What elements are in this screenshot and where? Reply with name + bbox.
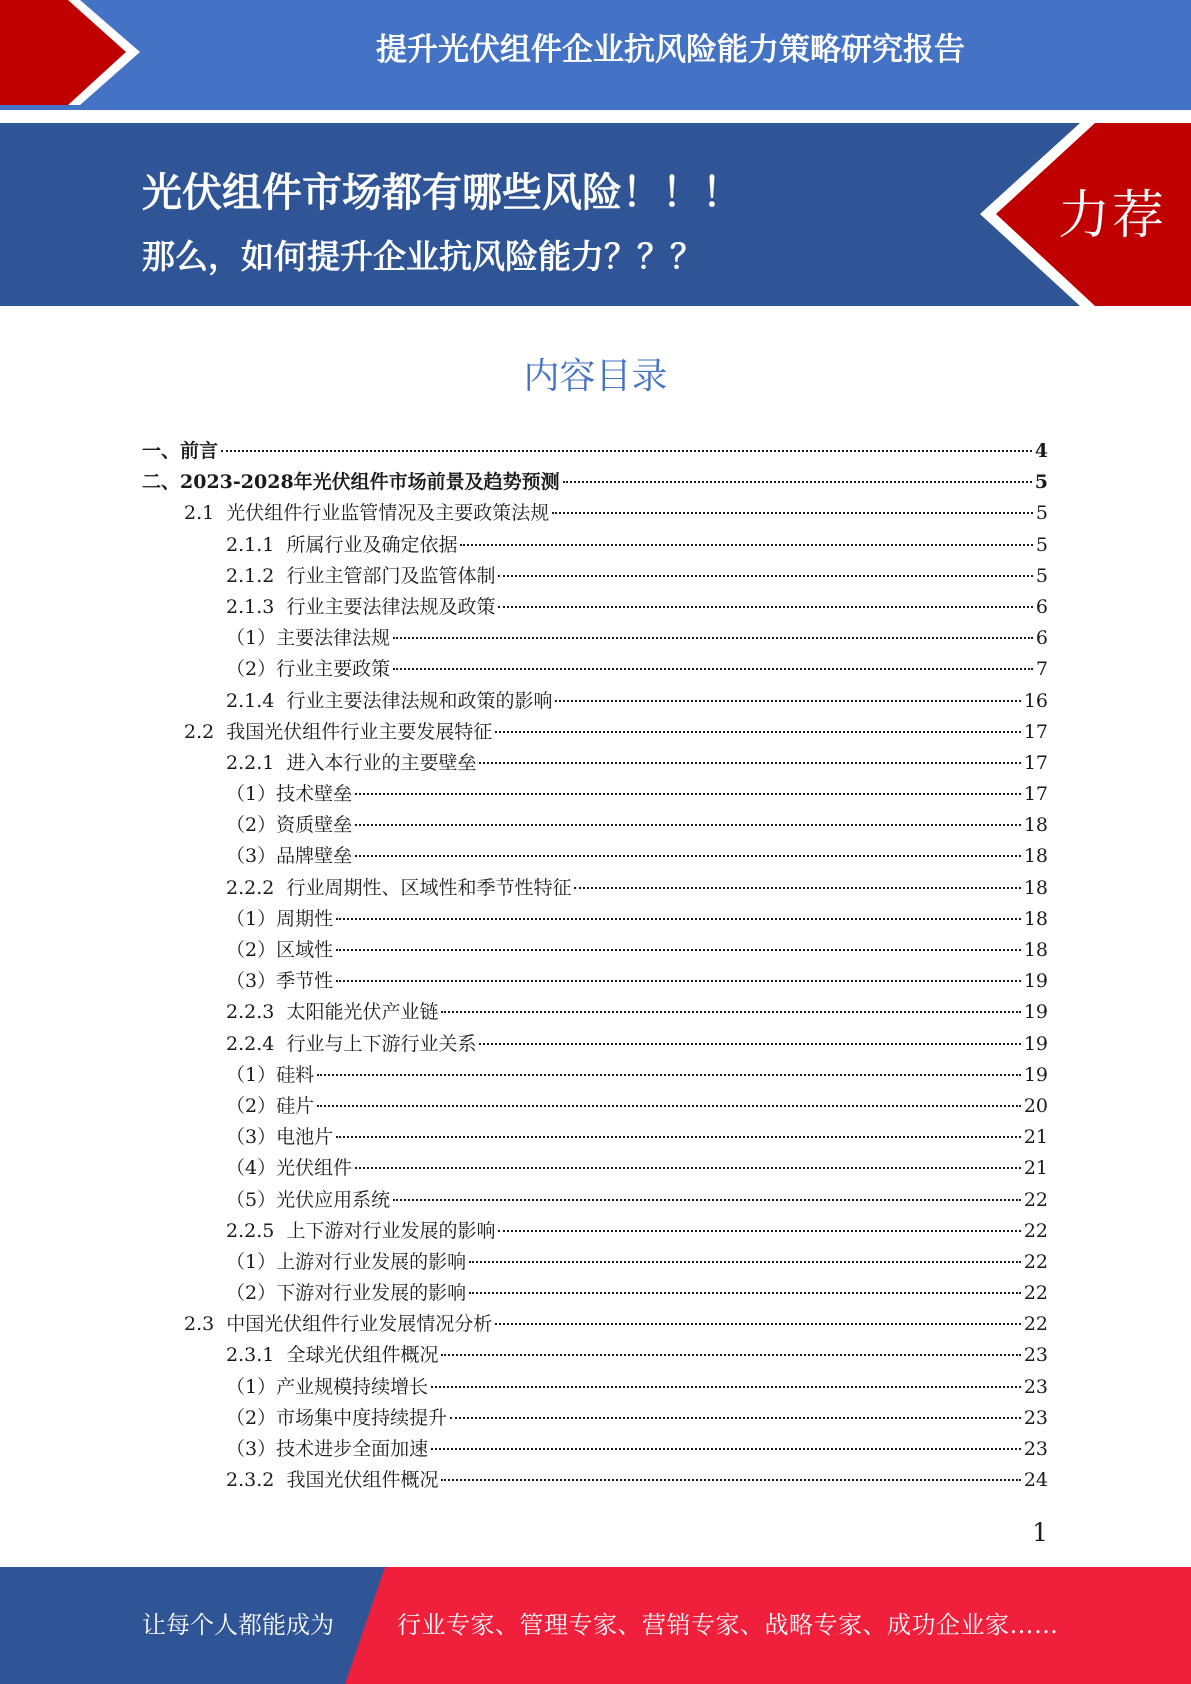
toc-entry-number: 2.2.3 bbox=[226, 1001, 287, 1024]
toc-entry-page: 18 bbox=[1023, 814, 1048, 837]
toc-entry-label: 品牌壁垒 bbox=[276, 845, 353, 868]
toc-entry-number: 2.3.2 bbox=[226, 1469, 287, 1492]
toc-entry[interactable] bbox=[0, 654, 1191, 685]
toc-entry-page: 23 bbox=[1023, 1406, 1048, 1429]
toc-dot-leader bbox=[336, 980, 1021, 982]
toc-entry-page: 17 bbox=[1023, 720, 1048, 743]
footer-banner bbox=[0, 1567, 1191, 1684]
toc-entry[interactable] bbox=[0, 592, 1191, 623]
toc-entry-page: 6 bbox=[1035, 595, 1048, 618]
toc-entry[interactable] bbox=[0, 1185, 1191, 1216]
toc-entry-number: （3） bbox=[226, 970, 277, 993]
toc-entry-label: 我国光伏组件行业主要发展特征 bbox=[226, 720, 493, 743]
toc-dot-leader bbox=[495, 1323, 1021, 1325]
toc-entry[interactable] bbox=[0, 561, 1191, 592]
toc-entry-page: 23 bbox=[1023, 1438, 1048, 1460]
toc-entry[interactable] bbox=[0, 748, 1191, 779]
toc-entry-number: （3） bbox=[226, 845, 277, 868]
toc-entry-page: 22 bbox=[1023, 1282, 1048, 1305]
toc-dot-leader bbox=[317, 1074, 1021, 1076]
toc-dot-leader bbox=[393, 637, 1033, 639]
toc-dot-leader bbox=[450, 1417, 1021, 1419]
toc-entry-number: 2.3.1 bbox=[226, 1344, 287, 1367]
toc-entry[interactable] bbox=[0, 623, 1191, 654]
toc-entry[interactable] bbox=[0, 810, 1191, 841]
toc-dot-leader bbox=[563, 481, 1032, 483]
toc-entry-label: 资质壁垒 bbox=[276, 814, 353, 837]
toc-dot-leader bbox=[431, 1448, 1021, 1450]
toc-entry-number: （2） bbox=[226, 658, 277, 681]
toc-entry-label: 行业主管部门及监管体制 bbox=[286, 564, 496, 587]
report-title: 提升光伏组件企业抗风险能力策略研究报告 bbox=[376, 32, 965, 68]
toc-entry[interactable] bbox=[0, 966, 1191, 997]
toc-entry[interactable] bbox=[0, 686, 1191, 717]
toc-entry[interactable] bbox=[0, 717, 1191, 748]
toc-dot-leader bbox=[441, 1479, 1020, 1481]
toc-entry-page: 19 bbox=[1023, 1032, 1048, 1055]
toc-entry-label: 我国光伏组件概况 bbox=[286, 1469, 439, 1492]
toc-entry-number: 2.1.4 bbox=[226, 689, 287, 712]
toc-entry-label: 行业主要法律法规和政策的影响 bbox=[286, 689, 553, 712]
toc-entry[interactable] bbox=[0, 1091, 1191, 1122]
toc-entry-label: 周期性 bbox=[276, 907, 334, 930]
toc-entry[interactable] bbox=[0, 1153, 1191, 1184]
toc-dot-leader bbox=[479, 762, 1020, 764]
toc-dot-leader bbox=[221, 450, 1032, 452]
toc-entry-page: 24 bbox=[1023, 1469, 1048, 1492]
toc-dot-leader bbox=[355, 824, 1021, 826]
toc-entry-number: 2.1.2 bbox=[226, 564, 287, 587]
toc-entry[interactable] bbox=[0, 498, 1191, 529]
toc-entry-number: （1） bbox=[226, 627, 277, 650]
toc-entry-page: 22 bbox=[1023, 1219, 1048, 1242]
toc-entry[interactable] bbox=[0, 841, 1191, 872]
toc-dot-leader bbox=[393, 1199, 1021, 1201]
toc-entry[interactable] bbox=[0, 1340, 1191, 1371]
toc-entry-page: 16 bbox=[1023, 689, 1048, 712]
toc-entry-page: 17 bbox=[1023, 751, 1048, 774]
toc-dot-leader bbox=[479, 1043, 1020, 1045]
toc-entry-page: 22 bbox=[1023, 1250, 1048, 1273]
toc-dot-leader bbox=[460, 544, 1032, 546]
toc-entry[interactable] bbox=[0, 436, 1191, 467]
toc-entry-number: （2） bbox=[226, 1406, 277, 1429]
toc-entry-number: （1） bbox=[226, 1063, 277, 1086]
hero-subheadline: 那么，如何提升企业抗风险能力？？？ bbox=[142, 237, 703, 276]
toc-entry-page: 19 bbox=[1023, 970, 1048, 993]
toc-entry-label: 上游对行业发展的影响 bbox=[276, 1250, 467, 1273]
toc-dot-leader bbox=[441, 1011, 1020, 1013]
toc-entry-label: 技术进步全面加速 bbox=[276, 1438, 429, 1460]
toc-entry-number: （3） bbox=[226, 1438, 277, 1460]
toc-entry-page: 21 bbox=[1023, 1157, 1048, 1180]
toc-entry-number: （2） bbox=[226, 1282, 277, 1305]
toc-entry-number: （2） bbox=[226, 939, 277, 961]
toc-entry-number: 二、 bbox=[142, 471, 181, 494]
page-number: 1 bbox=[1032, 1518, 1048, 1547]
toc-entry-label: 下游对行业发展的影响 bbox=[276, 1282, 467, 1305]
toc-entry-number: （1） bbox=[226, 1250, 277, 1273]
toc-entry-page: 23 bbox=[1023, 1375, 1048, 1398]
toc-entry-page: 5 bbox=[1035, 564, 1048, 587]
toc-entry[interactable] bbox=[0, 997, 1191, 1028]
toc-entry-label: 进入本行业的主要壁垒 bbox=[286, 751, 477, 774]
toc-entry[interactable] bbox=[0, 1465, 1191, 1496]
toc-entry-number: 2.2.4 bbox=[226, 1032, 287, 1055]
toc-entry-page: 18 bbox=[1023, 939, 1048, 961]
toc-entry-label: 上下游对行业发展的影响 bbox=[286, 1219, 496, 1242]
toc-dot-leader bbox=[393, 668, 1033, 670]
toc-entry-label: 行业与上下游行业关系 bbox=[286, 1032, 477, 1055]
toc-dot-leader bbox=[498, 1230, 1020, 1232]
hero-banner bbox=[0, 123, 1191, 306]
toc-entry[interactable] bbox=[0, 779, 1191, 810]
toc-entry-number: 2.1.1 bbox=[226, 533, 287, 556]
toc-dot-leader bbox=[355, 855, 1021, 857]
toc-entry-page: 22 bbox=[1023, 1313, 1048, 1336]
toc-dot-leader bbox=[555, 700, 1020, 702]
toc-entry[interactable] bbox=[0, 1278, 1191, 1309]
toc-entry-number: （1） bbox=[226, 1375, 277, 1398]
toc-entry[interactable] bbox=[0, 904, 1191, 935]
toc-entry-label: 太阳能光伏产业链 bbox=[286, 1001, 439, 1024]
toc-entry-label: 电池片 bbox=[276, 1126, 334, 1149]
toc-entry[interactable] bbox=[0, 1372, 1191, 1403]
toc-dot-leader bbox=[336, 918, 1021, 920]
recommend-tag: 力荐 bbox=[1058, 186, 1167, 246]
toc-entry-number: 2.2 bbox=[184, 720, 227, 743]
toc-dot-leader bbox=[431, 1386, 1021, 1388]
toc-entry[interactable] bbox=[0, 873, 1191, 904]
toc-entry[interactable] bbox=[0, 1309, 1191, 1340]
toc-dot-leader bbox=[441, 1354, 1020, 1356]
toc-entry-number: （2） bbox=[226, 1094, 277, 1117]
hero-headline: 光伏组件市场都有哪些风险！！！ bbox=[142, 170, 742, 216]
toc-entry[interactable] bbox=[0, 1216, 1191, 1247]
toc-entry-number: 2.1.3 bbox=[226, 595, 287, 618]
footer-slogan-left: 让每个人都能成为 bbox=[142, 1611, 334, 1639]
toc-entry-number: （5） bbox=[226, 1188, 277, 1211]
toc-entry-page: 5 bbox=[1035, 533, 1048, 556]
toc-dot-leader bbox=[552, 512, 1033, 514]
toc-entry-label: 2023-2028年光伏组件市场前景及趋势预测 bbox=[180, 471, 560, 494]
toc-entry-label: 行业主要法律法规及政策 bbox=[286, 595, 496, 618]
toc-entry-page: 6 bbox=[1035, 627, 1048, 650]
toc-dot-leader bbox=[355, 793, 1021, 795]
toc-entry-number: 2.2.5 bbox=[226, 1219, 287, 1242]
toc-entry-number: （4） bbox=[226, 1157, 277, 1180]
footer-slogan-right: 行业专家、管理专家、营销专家、战略专家、成功企业家…… bbox=[397, 1611, 1059, 1639]
table-of-contents bbox=[0, 436, 1191, 1496]
toc-entry-page: 19 bbox=[1023, 1063, 1048, 1086]
toc-entry-label: 技术壁垒 bbox=[276, 783, 353, 806]
toc-entry-page: 23 bbox=[1023, 1344, 1048, 1367]
toc-dot-leader bbox=[336, 1136, 1021, 1138]
toc-dot-leader bbox=[469, 1261, 1021, 1263]
red-arrow-decoration bbox=[0, 0, 150, 110]
toc-entry-label: 光伏应用系统 bbox=[276, 1188, 391, 1211]
toc-dot-leader bbox=[336, 949, 1021, 951]
toc-entry-label: 区域性 bbox=[276, 939, 334, 961]
toc-dot-leader bbox=[469, 1292, 1021, 1294]
toc-entry-number: （3） bbox=[226, 1126, 277, 1149]
toc-entry-number: （1） bbox=[226, 783, 277, 806]
toc-entry-label: 行业主要政策 bbox=[276, 658, 391, 681]
toc-entry-number: 2.2.1 bbox=[226, 751, 287, 774]
toc-dot-leader bbox=[355, 1167, 1021, 1169]
toc-entry-page: 5 bbox=[1035, 502, 1048, 525]
toc-entry-page: 18 bbox=[1023, 845, 1048, 868]
toc-entry-number: 2.3 bbox=[184, 1313, 227, 1336]
toc-entry-number: （1） bbox=[226, 907, 277, 930]
toc-entry-number: 2.1 bbox=[184, 502, 227, 525]
toc-entry-label: 产业规模持续增长 bbox=[276, 1375, 429, 1398]
toc-entry[interactable] bbox=[0, 1247, 1191, 1278]
toc-entry-label: 所属行业及确定依据 bbox=[286, 533, 458, 556]
toc-entry-page: 22 bbox=[1023, 1188, 1048, 1211]
toc-entry-label: 光伏组件 bbox=[276, 1157, 353, 1180]
toc-entry-label: 硅料 bbox=[276, 1063, 315, 1086]
toc-entry-page: 17 bbox=[1023, 783, 1048, 806]
toc-entry-label: 全球光伏组件概况 bbox=[286, 1344, 439, 1367]
toc-entry-label: 主要法律法规 bbox=[276, 627, 391, 650]
toc-entry[interactable] bbox=[0, 1122, 1191, 1153]
toc-entry-page: 20 bbox=[1023, 1094, 1048, 1117]
toc-heading: 内容目录 bbox=[523, 356, 668, 397]
toc-entry[interactable] bbox=[0, 1434, 1191, 1465]
toc-entry-page: 18 bbox=[1023, 876, 1048, 899]
toc-dot-leader bbox=[498, 575, 1032, 577]
toc-entry-label: 中国光伏组件行业发展情况分析 bbox=[226, 1313, 493, 1336]
toc-entry[interactable] bbox=[0, 935, 1191, 966]
toc-entry-page: 19 bbox=[1023, 1001, 1048, 1024]
toc-entry-number: 2.2.2 bbox=[226, 876, 287, 899]
toc-entry-label: 行业周期性、区域性和季节性特征 bbox=[286, 876, 572, 899]
toc-dot-leader bbox=[317, 1105, 1021, 1107]
toc-entry[interactable] bbox=[0, 530, 1191, 561]
toc-entry-label: 前言 bbox=[180, 440, 219, 462]
toc-entry[interactable] bbox=[0, 1029, 1191, 1060]
toc-entry-label: 硅片 bbox=[276, 1094, 315, 1117]
toc-entry[interactable] bbox=[0, 1403, 1191, 1434]
toc-entry-page: 4 bbox=[1034, 440, 1048, 462]
toc-dot-leader bbox=[574, 887, 1020, 889]
toc-entry-number: （2） bbox=[226, 814, 277, 837]
toc-entry-label: 光伏组件行业监管情况及主要政策法规 bbox=[226, 502, 550, 525]
top-banner bbox=[0, 0, 1191, 110]
toc-entry-page: 21 bbox=[1023, 1126, 1048, 1149]
toc-dot-leader bbox=[498, 606, 1032, 608]
toc-entry-page: 5 bbox=[1034, 471, 1048, 494]
toc-entry[interactable] bbox=[0, 467, 1191, 498]
toc-entry-page: 7 bbox=[1035, 658, 1048, 681]
toc-entry-page: 18 bbox=[1023, 907, 1048, 930]
toc-entry-number: 一、 bbox=[142, 440, 181, 462]
toc-dot-leader bbox=[495, 731, 1021, 733]
toc-entry-label: 季节性 bbox=[276, 970, 334, 993]
toc-entry-label: 市场集中度持续提升 bbox=[276, 1406, 448, 1429]
toc-entry[interactable] bbox=[0, 1060, 1191, 1091]
